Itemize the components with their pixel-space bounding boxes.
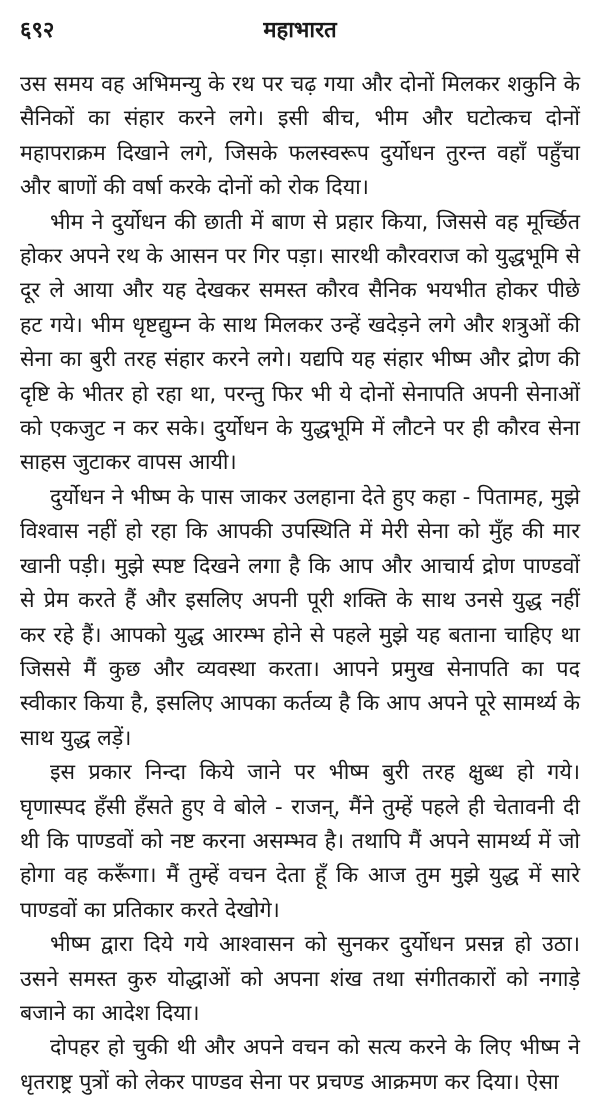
page-number: ६९२ xyxy=(20,18,55,43)
paragraph: भीम ने दुर्योधन की छाती में बाण से प्रहार किया, जिससे वह मूर्च्छित होकर अपने रथ के आसन पर गिर पड़ा। सारथी कौरवराज को युद्धभूमि से दूर ले आया और यह देखकर समस्त कौरव सैनिक भयभीत होकर पीछे हट गये। भीम धृष्टद्युम्न के साथ मिलकर उन्हें खदेड़ने लगे और शत्रुओं की सेना का बुरी तरह संहार करने लगे। यद्यपि यह संहार भीष्म और द्रोण की दृष्टि के भीतर हो रहा था, परन्तु फिर भी ये दोनों सेनापति अपनी सेनाओं को एकजुट न कर सके। दुर्योधन के युद्धभूमि में लौटने पर ही कौरव सेना साहस जुटाकर वापस आयी। xyxy=(20,209,580,476)
paragraph: भीष्म द्वारा दिये गये आश्वासन को सुनकर दुर्योधन प्रसन्न हो उठा। उसने समस्त कुरु योद्धाओं को अपना शंख तथा संगीतकारों को नगाड़े बजाने का आदेश दिया। xyxy=(20,932,580,1026)
body-text xyxy=(20,68,580,1100)
paragraph: दुर्योधन ने भीष्म के पास जाकर उलहाना देते हुए कहा - पितामह, मुझे विश्वास नहीं हो रहा कि आपकी उपस्थिति में मेरी सेना को मुँह की मार खानी पड़ी। मुझे स्पष्ट दिखने लगा है कि आप और आचार्य द्रोण पाण्डवों से प्रेम करते हैं और इसलिए अपनी पूरी शक्ति के साथ उनसे युद्ध नहीं कर रहे हैं। आपको युद्ध आरम्भ होने से पहले मुझे यह बताना चाहिए था जिससे मैं कुछ और व्यवस्था करता। आपने प्रमुख सेनापति का पद स्वीकार किया है, इसलिए आपका कर्तव्य है कि आप अपने पूरे सामर्थ्य के साथ युद्ध लड़ें। xyxy=(20,484,580,751)
paragraph: इस प्रकार निन्दा किये जाने पर भीष्म बुरी तरह क्षुब्ध हो गये। घृणास्पद हँसी हँसते हुए वे बोले - राजन्, मैंने तुम्हें पहले ही चेतावनी दी थी कि पाण्डवों को नष्ट करना असम्भव है। तथापि मैं अपने सामर्थ्य में जो होगा वह करूँगा। मैं तुम्हें वचन देता हूँ कि आज तुम मुझे युद्ध में सारे पाण्डवों का प्रतिकार करते देखोगे। xyxy=(20,760,580,923)
page-header xyxy=(20,6,580,52)
paragraph: दोपहर हो चुकी थी और अपने वचन को सत्य करने के लिए भीष्म ने धृतराष्ट्र पुत्रों को लेकर पाण्डव सेना पर प्रचण्ड आक्रमण कर दिया। ऐसा xyxy=(20,1035,580,1095)
paragraph: उस समय वह अभिमन्यु के रथ पर चढ़ गया और दोनों मिलकर शकुनि के सैनिकों का संहार करने लगे। इसी बीच, भीम और घटोत्कच दोनों महापराक्रम दिखाने लगे, जिसके फलस्वरूप दुर्योधन तुरन्त वहाँ पहुँचा और बाणों की वर्षा करके दोनों को रोक दिया। xyxy=(20,72,580,201)
book-title: महाभारत xyxy=(263,18,337,43)
